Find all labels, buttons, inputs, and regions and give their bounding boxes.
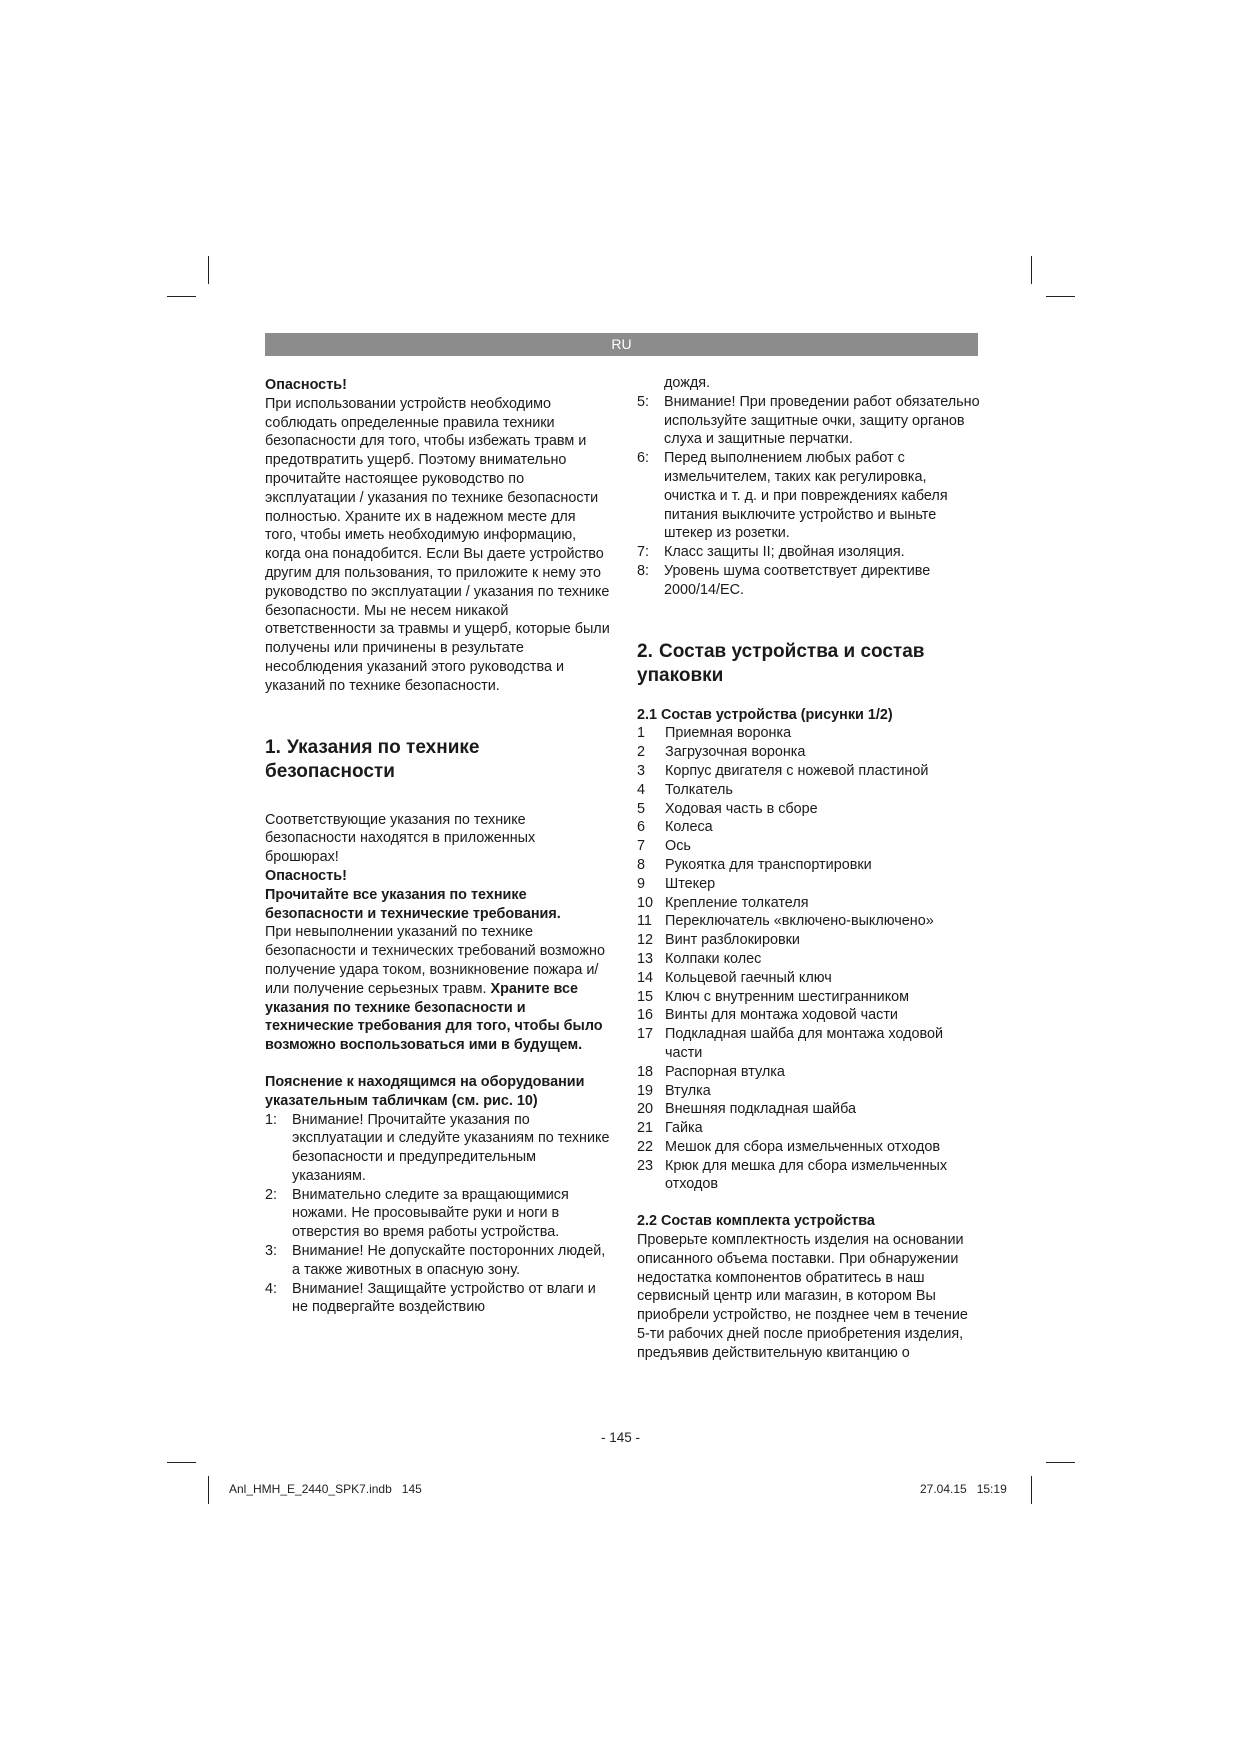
continued-text: дождя. bbox=[664, 375, 711, 391]
danger-title: Опасность! bbox=[265, 377, 347, 393]
list-item: 21 Гайка bbox=[637, 1120, 703, 1137]
list-item: 6 Колеса bbox=[637, 819, 713, 836]
list-item: 4: Внимание! Защищайте устройство от влаги и не подвергайте воздействию bbox=[265, 1280, 596, 1316]
left-column bbox=[265, 376, 610, 1317]
section-number: 1. bbox=[265, 736, 281, 758]
list-item: 20 Внешняя подкладная шайба bbox=[637, 1101, 856, 1118]
language-header-bar bbox=[265, 333, 978, 356]
page-number: - 145 - bbox=[600, 1430, 641, 1445]
section-2-heading bbox=[637, 640, 982, 688]
list-item: 18 Распорная втулка bbox=[637, 1063, 785, 1080]
danger-2-title: Опасность! bbox=[265, 867, 347, 884]
right-column bbox=[637, 374, 982, 1363]
footer-filename: Anl_HMH_E_2440_SPK7.indb 145 bbox=[229, 1482, 422, 1496]
crop-mark bbox=[167, 1462, 196, 1463]
signs-list-left bbox=[265, 1111, 610, 1318]
list-item: 23 Крюк для мешка для сбора измельченных отходов bbox=[637, 1157, 948, 1193]
list-item: 5 Ходовая часть в сборе bbox=[637, 800, 818, 817]
danger-2-paragraph bbox=[265, 923, 610, 1055]
parts-list bbox=[637, 724, 982, 1194]
crop-mark bbox=[208, 1476, 209, 1504]
crop-mark bbox=[208, 256, 209, 284]
list-item: 17 Подкладная шайба для монтажа ходовой части bbox=[637, 1026, 944, 1061]
danger-2-bold-text-2: Храните все указания по технике безопасности и технические требования для того, чтобы было возможно воспользоваться ими в будущем. bbox=[265, 980, 603, 1054]
list-item: 4 Толкатель bbox=[637, 781, 733, 798]
crop-mark bbox=[1031, 1476, 1032, 1504]
list-item: 14 Кольцевой гаечный ключ bbox=[637, 969, 832, 986]
list-item: 1: Внимание! Прочитайте указания по эксплуатации и следуйте указаниям по технике безопасности и предупредительным указаниям. bbox=[265, 1111, 610, 1184]
list-item: 1 Приемная воронка bbox=[637, 725, 792, 742]
subsection-2-2-heading: 2.2 Состав комплекта устройства bbox=[637, 1213, 875, 1230]
section-number: 2. bbox=[637, 640, 653, 662]
danger-paragraph: При использовании устройств необходимо соблюдать определенные правила техники безопасности для того, чтобы избежать травм и предотвратить ущерб. Поэтому внимательно прочитайте настоящее руководство по эксплуатации / указания по технике безопасности полностью. Храните их в надежном месте для того, чтобы иметь необходимую информацию, когда она понадобится. Если Вы даете устройство другим для пользования, то приложите к нему это руководство по эксплуатации / указания по технике безопасности. Мы не несем никакой ответственности за травмы и ущерб, которые были получены или причинены в результате несоблюдения указаний этого руководства и указаний по технике безопасности. bbox=[265, 395, 610, 694]
section-title: Состав устройства и состав упаковки bbox=[637, 640, 925, 686]
section-1-paragraph: Соответствующие указания по технике безопасности находятся в приложенных брошюрах! bbox=[265, 811, 536, 866]
danger-2-text: При невыполнении указаний по технике безопасности и технических требований возможно получение удара током, возникновение пожара и/или получение серьезных травм. bbox=[265, 924, 605, 997]
language-label: RU bbox=[611, 336, 632, 352]
list-item: 11 Переключатель «включено-выключено» bbox=[637, 913, 934, 930]
section-1-heading bbox=[265, 736, 610, 784]
list-item: 13 Колпаки колес bbox=[637, 950, 762, 967]
list-item: 8 Рукоятка для транспортировки bbox=[637, 856, 872, 873]
list-item: 16 Винты для монтажа ходовой части bbox=[637, 1007, 898, 1024]
danger-2-bold-text: Прочитайте все указания по технике безопасности и технические требования. bbox=[265, 886, 561, 922]
signs-list-right bbox=[637, 393, 982, 600]
subsection-2-1-heading: 2.1 Состав устройства (рисунки 1/2) bbox=[637, 706, 893, 723]
list-item: 12 Винт разблокировки bbox=[637, 932, 800, 949]
list-item: 7: Класс защиты II; двойная изоляция. bbox=[637, 544, 905, 561]
footer-datetime: 27.04.15 15:19 bbox=[920, 1482, 1007, 1496]
list-item: 3: Внимание! Не допускайте посторонних людей, а также животных в опасную зону. bbox=[265, 1243, 606, 1278]
list-item: 3 Корпус двигателя с ножевой пластиной bbox=[637, 762, 929, 779]
signs-title: Пояснение к находящимся на оборудовании указательным табличкам (см. рис. 10) bbox=[265, 1073, 585, 1109]
list-item: 6: Перед выполнением любых работ с измельчителем, таких как регулировка, очистка и т. д. и при повреждениях кабеля питания выключите устройство и выньте штекер из розетки. bbox=[637, 450, 948, 542]
list-item: 8: Уровень шума соответствует директиве 2000/14/EC. bbox=[637, 562, 931, 598]
subsection-2-2-paragraph: Проверьте комплектность изделия на основании описанного объема поставки. При обнаружении недостатка компонентов обратитесь в наш сервисный центр или магазин, в котором Вы приобрели устройство, не позднее чем в течение 5-ти рабочих дней после приобретения изделия, предъявив действительную квитанцию о bbox=[637, 1232, 968, 1361]
crop-mark bbox=[1046, 1462, 1075, 1463]
section-title: Указания по технике безопасности bbox=[265, 736, 480, 782]
crop-mark bbox=[167, 296, 196, 297]
list-item: 5: Внимание! При проведении работ обязательно используйте защитные очки, защиту органов слуха и защитные перчатки. bbox=[637, 393, 980, 448]
crop-mark bbox=[1031, 256, 1032, 284]
list-item: 7 Ось bbox=[637, 838, 691, 855]
list-item: 9 Штекер bbox=[637, 875, 716, 892]
list-item: 19 Втулка bbox=[637, 1082, 711, 1099]
list-item: 2: Внимательно следите за вращающимися ножами. Не просовывайте руки и ноги в отверстия во время работы устройства. bbox=[265, 1186, 569, 1241]
list-item: 10 Крепление толкателя bbox=[637, 894, 809, 911]
list-item: 2 Загрузочная воронка bbox=[637, 744, 806, 761]
list-item: 22 Мешок для сбора измельченных отходов bbox=[637, 1138, 940, 1155]
list-item: 15 Ключ с внутренним шестигранником bbox=[637, 988, 910, 1005]
crop-mark bbox=[1046, 296, 1075, 297]
